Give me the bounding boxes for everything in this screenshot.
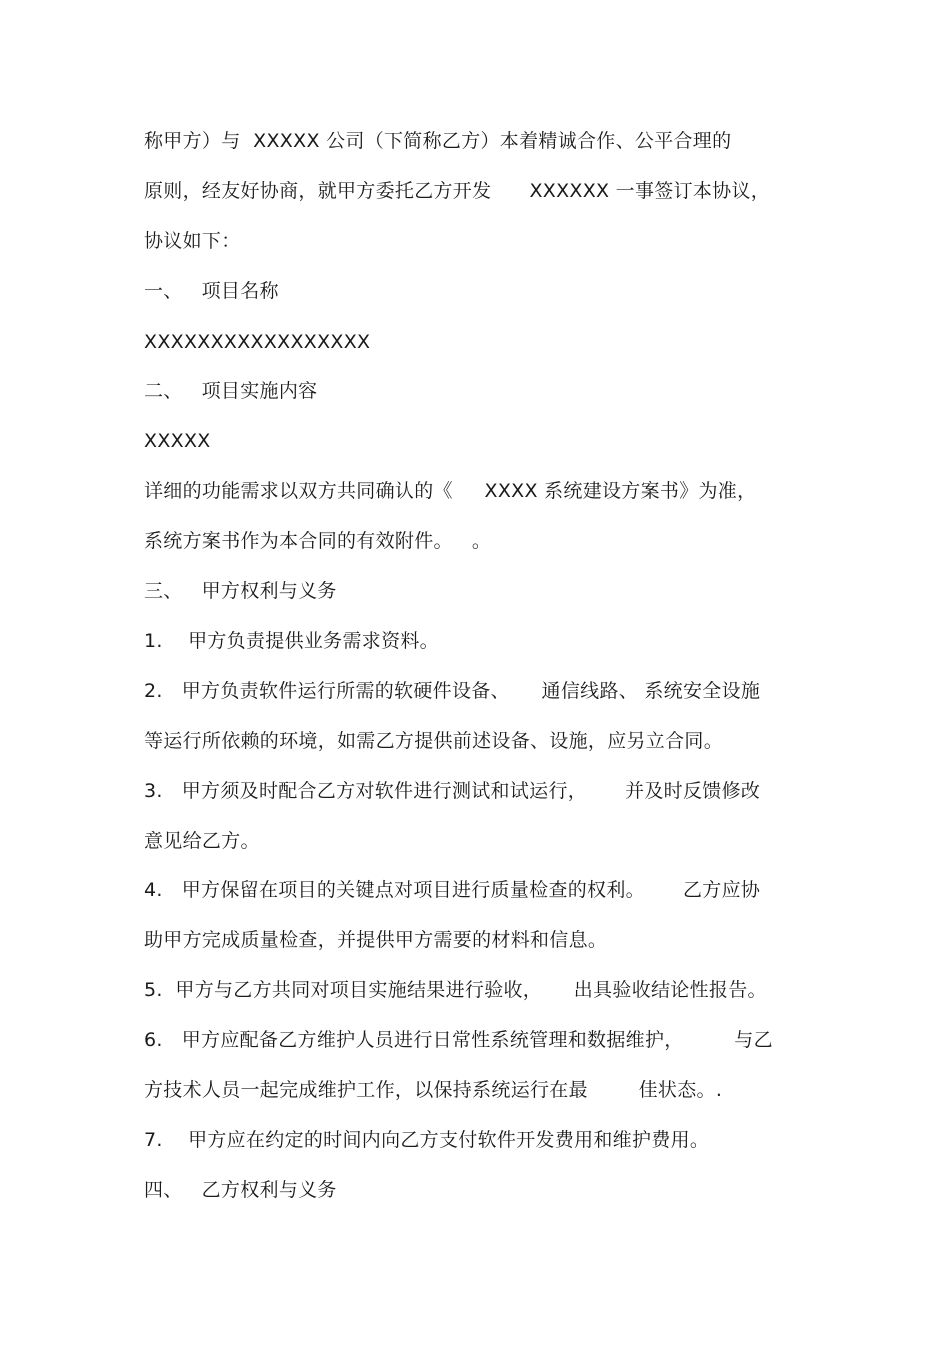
party-a-item-4-line-1: 4. 甲方保留在项目的关键点对项目进行质量检查的权利。 乙方应协 (144, 879, 761, 901)
paragraph-intro-line-1: 称甲方）与 XXXXX 公司（下简称乙方）本着精诚合作、公平合理的 (144, 130, 732, 152)
section-heading-project-content: 二、 项目实施内容 (144, 380, 318, 402)
section-heading-party-a-rights: 三、 甲方权利与义务 (144, 580, 337, 602)
paragraph-intro-line-2: 原则，经友好协商，就甲方委托乙方开发 XXXXXX 一事签订本协议， (144, 180, 771, 202)
party-a-item-3-line-2: 意见给乙方。 (144, 830, 260, 852)
party-a-item-4-line-2: 助甲方完成质量检查，并提供甲方需要的材料和信息。 (144, 929, 608, 951)
project-content-detail-line-2: 系统方案书作为本合同的有效附件。 。 (144, 530, 492, 552)
party-a-item-7: 7. 甲方应在约定的时间内向乙方支付软件开发费用和维护费用。 (144, 1129, 710, 1151)
project-content-value: XXXXX (144, 430, 211, 452)
paragraph-intro-line-3: 协议如下： (144, 230, 241, 252)
project-content-detail-line-1: 详细的功能需求以双方共同确认的《 XXXX 系统建设方案书》为准， (144, 480, 757, 502)
party-a-item-6-line-2: 方技术人员一起完成维护工作，以保持系统运行在最 佳状态。. (144, 1079, 723, 1101)
party-a-item-2-line-1: 2. 甲方负责软件运行所需的软硬件设备、 通信线路、 系统安全设施 (144, 680, 761, 702)
party-a-item-1: 1. 甲方负责提供业务需求资料。 (144, 630, 439, 652)
party-a-item-5: 5. 甲方与乙方共同对项目实施结果进行验收， 出具验收结论性报告。 (144, 979, 767, 1001)
section-heading-project-name: 一、 项目名称 (144, 280, 279, 302)
party-a-item-3-line-1: 3. 甲方须及时配合乙方对软件进行测试和试运行， 并及时反馈修改 (144, 780, 761, 802)
project-name-value: XXXXXXXXXXXXXXXXX (144, 331, 371, 353)
section-heading-party-b-rights: 四、 乙方权利与义务 (144, 1179, 337, 1201)
party-a-item-6-line-1: 6. 甲方应配备乙方维护人员进行日常性系统管理和数据维护， 与乙 (144, 1029, 773, 1051)
party-a-item-2-line-2: 等运行所依赖的环境，如需乙方提供前述设备、设施，应另立合同。 (144, 730, 724, 752)
